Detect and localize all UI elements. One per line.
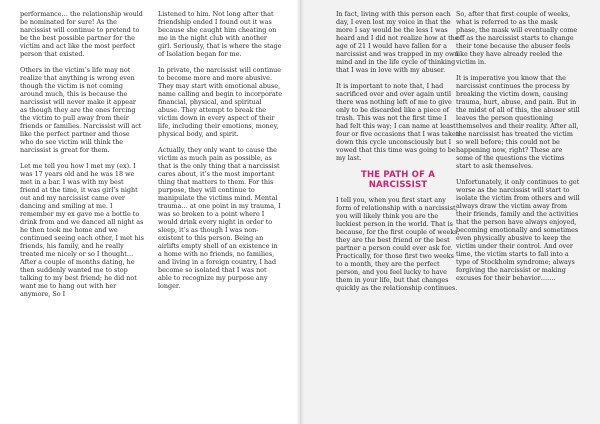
paragraph: Listened to him. Not long after that friendship ended I found out it was because she caught him cheating on me in the night club with another girl. Seriously, that is where the stage of Isolation began for me. [158, 10, 282, 58]
paragraph: Unfortunately, it only continues to get worse as the narcissist will start to isolate the victim from others and will always draw the victim away from their friends, family and the activities that the person have always enjoyed, becoming emotionally and sometimes even physically abusive to keep the victim under their control. And over time, the victim starts to fall into a type of Stockholm syndrome; always forgiving the narcissist or making excuses for their behavior……. [456, 178, 580, 282]
book-gutter [296, 0, 304, 424]
paragraph: In fact, living with this person each day, I even lost my voice in that the more I say would be the less I was heard and I did not realize how at the age of 21 I would have fallen for a narcissist and was trapped in my own mind and in the life cycle of thinking that I was in love with my abuser. [336, 10, 459, 74]
paragraph: Others in the victim’s life may not realize that anything is wrong even though the victim is not coming around much, this is because the narcissist will never make it appear as though they are the ones forcing the victim to pull away from their friends or families. Narcissist will act like the perfect partner and those who do see victim will think the narcissist is great for them. [20, 66, 142, 154]
right-page-column-1 [336, 10, 460, 300]
paragraph: performance… the relationship would be nominated for sure! As the narcissist will continue to pretend to be the best possible partner for the victim and act like the most perfect person that existed. [20, 10, 143, 58]
paragraph: Actually, they only want to cause the victim as much pain as possible, as that is the only thing that a narcissist cares about, it’s the most important thing that matters to them. For this purpose, they will continue to manipulate the victims mind. Mental trauma… at one point in my trauma, I was so broken to a point where I would drink every night in order to sleep, it’s as though I was non-existent to this person. Being an airlifts empty shell of an existence in a home with no friends, no families, and living in a foreign country, I had become so isolated that I was not able to recognize my purpose any longer. [158, 146, 281, 290]
paragraph: So, after that first couple of weeks, what is referred to as the mask phase, the mask will eventually come off as the narcissist starts to change their tone because the abuser feels like they have already reeled the victim in. [456, 10, 578, 66]
right-page-column-2 [456, 10, 580, 290]
paragraph: It is imperative you know that the narcissist continues the process by breaking the victim down, causing trauma, hurt, abuse, and pain. But in the midst of all of this, the abuser still leaves the person questioning themselves and their reality. After all, the narcissist has treated the victim so well before; this could not be happening now, right? These are some of the questions the victims start to ask themselves. [456, 74, 580, 170]
paragraph: Let me tell you how I met my (ex). I was 17 years old and he was 18 we met in a bar. I was with my best friend at the time, it was girl’s night out and my narcissist came over dancing and smiling at me. I remember my ex gave me a bottle to drink from and we danced all night as he then took me home and we continued seeing each other, I met his friends, his family, and he really treated me nicely or so I thought… After a couple of months dating, he then suddenly wanted me to stop talking to my best friend; he did not want me to hang out with her anymore, So I [20, 162, 144, 298]
paragraph: In private, the narcissist will continue to become more and more abusive. They may start with emotional abuse, name calling and begin to incorporate financial, physical, and spiritual abuse. They attempt to break the victim down in every aspect of their life, including their emotions, money, physical body, and spirit. [158, 66, 283, 138]
paragraph: I tell you, when you first start any form of relationship with a narcissist, you will likely think you are the luckiest person in the world. That is because, for the first couple of weeks, they are the best friend or the best partner a person could ever ask for. Practically, for those first two weeks to a month, they are the perfect person, and you feel lucky to have them in your life, but that changes quickly as the relationship continues. [336, 196, 460, 292]
left-page-column-2 [158, 10, 282, 298]
section-heading: THE PATH OF A NARCISSIST [360, 170, 436, 190]
paragraph: It is important to note that, I had sacrificed over and over again until there was nothing left of me to give only to be discarded like a piece of trash. This was not the first time I had felt this way; I can name at least four or five occasions that I was taken down this cycle unconsciously but I vowed that this time was going to be my last. [336, 82, 460, 162]
left-page-column-1 [20, 10, 144, 306]
